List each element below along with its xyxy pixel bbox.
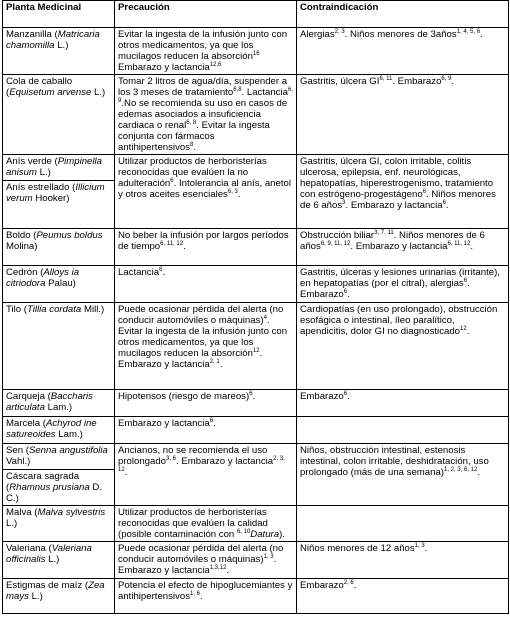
cell-text: . Intolerancia al anís, anetol y otros aceites esenciales (118, 178, 291, 200)
cell-text: Gastritis, úlcera GI (300, 76, 380, 87)
reference-superscript: 1, 3 (263, 554, 274, 560)
plant-entry (6, 304, 111, 315)
cell-text: . (347, 391, 350, 402)
table-row (3, 444, 509, 506)
cell-text: Niños, obstrucción intestinal, estenosis intestinal, colon irritable, deshidratación, uso prolongado (más de una semana) (300, 445, 489, 478)
contraindication-cell (297, 579, 509, 614)
cell-text: . Embarazo y lactancia (176, 456, 274, 467)
plant-authority: Lam.) (55, 429, 83, 440)
cell-text: . Niños menores de 3años (344, 29, 457, 40)
plant-authority: L.) (54, 40, 69, 51)
reference-superscript: 3, 6 (166, 456, 177, 462)
medicinal-plants-table (2, 0, 509, 614)
reference-superscript: 6 (170, 178, 174, 184)
contraindication-cell (297, 75, 509, 155)
plant-entry (3, 469, 114, 504)
cell-text: . Evitar la ingesta conjunta con fármacos antihipertensivos (118, 120, 270, 153)
scientific-name: Achyrod ine satureoides (6, 418, 97, 440)
reference-superscript: 6, 9 (118, 87, 293, 104)
cell-text: . (162, 267, 166, 278)
reference-superscript: 8 (190, 142, 194, 148)
plant-authority: Vahl.) (6, 456, 31, 467)
plant-authority: L.) (36, 167, 51, 178)
cell-text: Lactancia (118, 267, 160, 278)
reference-superscript: 12 (252, 348, 260, 354)
cell-text: . (237, 189, 241, 200)
plant-common-name: Anís verde ( (6, 156, 58, 167)
table-row (3, 229, 509, 266)
plant-entry (6, 418, 111, 440)
contraindication-cell (297, 417, 509, 444)
cell-text: . (347, 289, 350, 300)
plant-cell (3, 506, 115, 542)
cell-text: . Niños menores de 6 años (300, 189, 496, 211)
contraindication-cell (297, 303, 509, 390)
plant-common-name: Marcela ( (6, 418, 46, 429)
cell-text: . (451, 76, 455, 87)
cell-text: . Niños menores de 6 años (300, 230, 485, 252)
scientific-name: Senna angustifolia (28, 445, 108, 456)
plant-cell (3, 155, 115, 229)
plant-common-name: Cáscara sagrada ( (6, 471, 80, 493)
cell-text: . (213, 418, 216, 429)
reference-superscript: 4 (263, 315, 267, 321)
reference-superscript: 6 (209, 418, 214, 424)
cell-text: Ancianos, no se recomienda el uso prolongado (118, 445, 268, 467)
cell-text: Puede ocasionar pérdida del alerta (no conducir automóviles o máquinas) (118, 543, 284, 565)
plant-entry (6, 76, 111, 98)
plant-cell (3, 542, 115, 579)
scientific-name: Peumus boldus (36, 230, 103, 241)
cell-text: . Embarazo y lactancia (345, 200, 443, 211)
cell-text: . (219, 359, 223, 370)
table-row (3, 506, 509, 542)
reference-superscript: 2, 1 (209, 359, 220, 365)
cell-text: Gastritis, úlcera GI, colon irritable, colitis ulcerosa, epilepsia, enf. neurológicas, hepatopatías, hiperestrogenismo, tratamiento con estrógeno-progestágeno (300, 156, 494, 200)
precaution-cell (115, 444, 297, 506)
cell-text: Gastritis, úlceras y lesiones urinarias (irritante), en hepatopatías (por el citral), alergias (300, 267, 500, 289)
plant-cell (3, 75, 115, 155)
precaution-cell (115, 155, 297, 229)
reference-superscript: 16 (252, 51, 260, 57)
plant-authority: Molina) (6, 241, 38, 252)
plant-authority: L.) (28, 591, 43, 602)
precaution-cell (115, 75, 297, 155)
cell-text: Cardiopatías (en uso prolongado), obstrucción esofágica o intestinal, íleo paralítico, apendicitis, dolor GI no diagnosticado (300, 304, 498, 337)
plant-cell (3, 444, 115, 506)
scientific-name: Baccharis articulata (6, 391, 93, 413)
table-row (3, 28, 509, 75)
plant-common-name: Anís estrellado ( (6, 182, 76, 193)
cell-text: ) (279, 529, 283, 540)
contraindication-cell (297, 390, 509, 417)
plant-entry (3, 180, 114, 204)
contraindication-cell (297, 28, 509, 75)
scientific-name: Rhamnus prusiana (9, 482, 90, 493)
cell-text: . Embarazo y lactancia (118, 348, 263, 370)
precaution-cell (115, 506, 297, 542)
header-contraindication: Contraindicación (297, 1, 509, 28)
reference-superscript: 6, 11 (379, 76, 393, 82)
plant-entry (6, 507, 111, 529)
reference-superscript: 6, 3 (227, 189, 238, 195)
plant-authority: L.) (45, 554, 60, 565)
plant-entry (6, 391, 111, 413)
precaution-cell (115, 266, 297, 303)
cell-text: Puede ocasionar pérdida del alerta (no conducir automóviles o máquinas) (118, 304, 284, 326)
plant-common-name: Boldo ( (6, 230, 37, 241)
cell-text: . (445, 200, 449, 211)
cell-text: Tomar 2 litros de agua/día, suspender a los 3 meses de tratamiento (118, 76, 288, 98)
precaution-cell (115, 579, 297, 614)
cell-text: Evitar la ingesta de la infusión junto con otros medicamentos, ya que los mucilagos reducen la absorción (118, 29, 288, 62)
plant-common-name: Valeriana ( (6, 543, 52, 554)
cell-text: . (282, 529, 285, 540)
plant-cell (3, 266, 115, 303)
reference-superscript: 1,3,12 (209, 565, 227, 571)
plant-common-name: Sen ( (6, 445, 29, 456)
reference-superscript: 2, 3 (334, 29, 345, 35)
contraindication-cell (297, 542, 509, 579)
plant-authority: Mill.) (81, 304, 105, 315)
cell-text: . (193, 142, 197, 153)
cell-text: . (470, 241, 474, 252)
scientific-name: Matricaria chamomilla (6, 29, 100, 51)
contraindication-cell (297, 155, 509, 229)
cell-text: . (480, 29, 483, 40)
cell-text: . (226, 565, 230, 576)
table-row (3, 542, 509, 579)
reference-superscript: 6 (442, 200, 446, 206)
header-row (3, 1, 509, 28)
scientific-name: Pimpinella anisum (6, 156, 102, 178)
cell-text: Hipotensos (riesgo de mareos) (118, 391, 250, 402)
plant-entry (6, 580, 111, 602)
cell-text: . (466, 326, 470, 337)
table-row (3, 266, 509, 303)
precaution-cell (115, 303, 297, 390)
cell-text: . Embarazo y lactancia (350, 241, 448, 252)
reference-superscript: 1, 4, 5, 6 (456, 29, 481, 35)
cell-text: .No se recomienda su uso en casos de edemas asociados a insuficiencia cardiaca o renal (118, 98, 288, 131)
reference-superscript: 1, 2, 3, 6, 12 (444, 467, 478, 473)
reference-superscript: 1, 3 (414, 543, 425, 549)
reference-superscript: 6 (159, 267, 163, 273)
plant-common-name: Manzanilla ( (6, 29, 58, 40)
reference-superscript: 6, 8 (186, 120, 197, 126)
plant-cell (3, 417, 115, 444)
cell-text: . Evitar la ingesta de la infusión junto con otros medicamentos, ya que los mucilagos reducen la absorción (118, 315, 288, 359)
plant-common-name: Malva ( (6, 507, 38, 518)
contraindication-cell (297, 266, 509, 303)
plant-entry (6, 230, 111, 252)
reference-superscript: 2, 6 (343, 580, 354, 586)
cell-text: Obstrucción biliar (300, 230, 375, 241)
cell-text: Embarazo (300, 580, 344, 591)
plant-common-name: Cola de caballo ( (6, 76, 73, 98)
scientific-name: Malva sylvestris (37, 507, 106, 518)
plant-entry (6, 543, 111, 565)
cell-text: . (353, 580, 357, 591)
header-precaution: Precaución (115, 1, 297, 28)
reference-superscript: 3, 7, 11 (374, 230, 394, 236)
cell-text: Embarazo (300, 391, 344, 402)
cell-text: . Lactancia (241, 87, 288, 98)
reference-superscript: 6, 11, 12 (447, 241, 471, 247)
plant-entry (6, 29, 111, 51)
plant-authority: Palau) (45, 278, 76, 289)
precaution-cell (115, 229, 297, 266)
plant-cell (3, 579, 115, 614)
plant-common-name: Carqueja ( (6, 391, 51, 402)
precaution-cell (115, 542, 297, 579)
cell-text: Embarazo y lactancia (118, 62, 210, 73)
table-row (3, 303, 509, 390)
scientific-name: Tillia cordata (26, 304, 82, 315)
table-row (3, 155, 509, 229)
reference-superscript: 6 (343, 391, 348, 397)
plant-common-name: Estigmas de maíz ( (6, 580, 89, 591)
reference-superscript: 6, 11, 12 (160, 241, 184, 247)
cell-text: . (252, 391, 256, 402)
table-row (3, 579, 509, 614)
table-row (3, 417, 509, 444)
reference-superscript: 6 (422, 189, 427, 195)
scientific-name: Illicium verum (6, 182, 105, 204)
contraindication-cell (297, 229, 509, 266)
precaution-cell (115, 390, 297, 417)
scientific-name: Alloys ia citriodora (6, 267, 80, 289)
cell-text: No beber la infusión por largos períodos de tiempo (118, 230, 289, 252)
scientific-name: Datura (250, 529, 280, 540)
plant-common-name: Cedrón ( (6, 267, 44, 278)
reference-superscript: 6 (343, 289, 348, 295)
cell-text: . (183, 241, 186, 252)
cell-text: . (200, 591, 203, 602)
cell-text: Niños menores de 12 años (300, 543, 415, 554)
reference-superscript: 6, 10 (236, 529, 251, 535)
cell-text: Utilizar productos de herboristerías reconocidas que evalúen la no adulteración (118, 156, 267, 189)
cell-text: Embarazo y lactancia (118, 418, 210, 429)
reference-superscript: 12,6 (209, 62, 222, 68)
table-row (3, 390, 509, 417)
plant-entry (6, 445, 111, 467)
table-row (3, 75, 509, 155)
contraindication-cell (297, 506, 509, 542)
cell-text: . Embarazo (300, 278, 470, 300)
plant-cell (3, 28, 115, 75)
plant-authority: D. C.) (6, 482, 102, 504)
reference-superscript: 6 (463, 278, 468, 284)
reference-superscript: 6, 9 (441, 76, 452, 82)
cell-text: . (424, 543, 428, 554)
precaution-cell (115, 28, 297, 75)
plant-common-name: Tilo ( (6, 304, 27, 315)
reference-superscript: 6, 9, 11, 12 (320, 241, 351, 247)
cell-text: Alergias (300, 29, 335, 40)
cell-text: . (124, 467, 128, 478)
reference-superscript: 3 (342, 200, 346, 206)
scientific-name: Valeriana officinalis (6, 543, 92, 565)
header-plant: Planta Medicinal (3, 1, 115, 28)
plant-cell (3, 303, 115, 390)
plant-entry (6, 156, 111, 178)
reference-superscript: 2, 3, 12 (118, 456, 285, 473)
plant-cell (3, 229, 115, 266)
reference-superscript: 1, 6 (190, 591, 201, 597)
cell-text: . Embarazo (392, 76, 442, 87)
cell-text: . Embarazo y lactancia (118, 554, 277, 576)
plant-authority: L.) (6, 518, 18, 529)
reference-superscript: 6,8 (233, 87, 242, 93)
cell-text: Potencia el efecto de hipoglucemiantes y antihipertensivos (118, 580, 293, 602)
precaution-cell (115, 417, 297, 444)
reference-superscript: 12 (460, 326, 467, 332)
plant-authority: Lam.) (44, 402, 73, 413)
scientific-name: Equisetum arvense (9, 87, 92, 98)
plant-authority: Hooker) (32, 193, 70, 204)
contraindication-cell (297, 444, 509, 506)
reference-superscript: 6 (249, 391, 253, 397)
cell-text: Utilizar productos de herboristerías reconocidas que evalúen la calidad (posible contaminación con (118, 507, 268, 540)
cell-text: . (477, 467, 481, 478)
plant-cell (3, 390, 115, 417)
plant-authority: L.) (91, 87, 106, 98)
scientific-name: Zea mays (6, 580, 105, 602)
plant-entry (6, 267, 111, 289)
